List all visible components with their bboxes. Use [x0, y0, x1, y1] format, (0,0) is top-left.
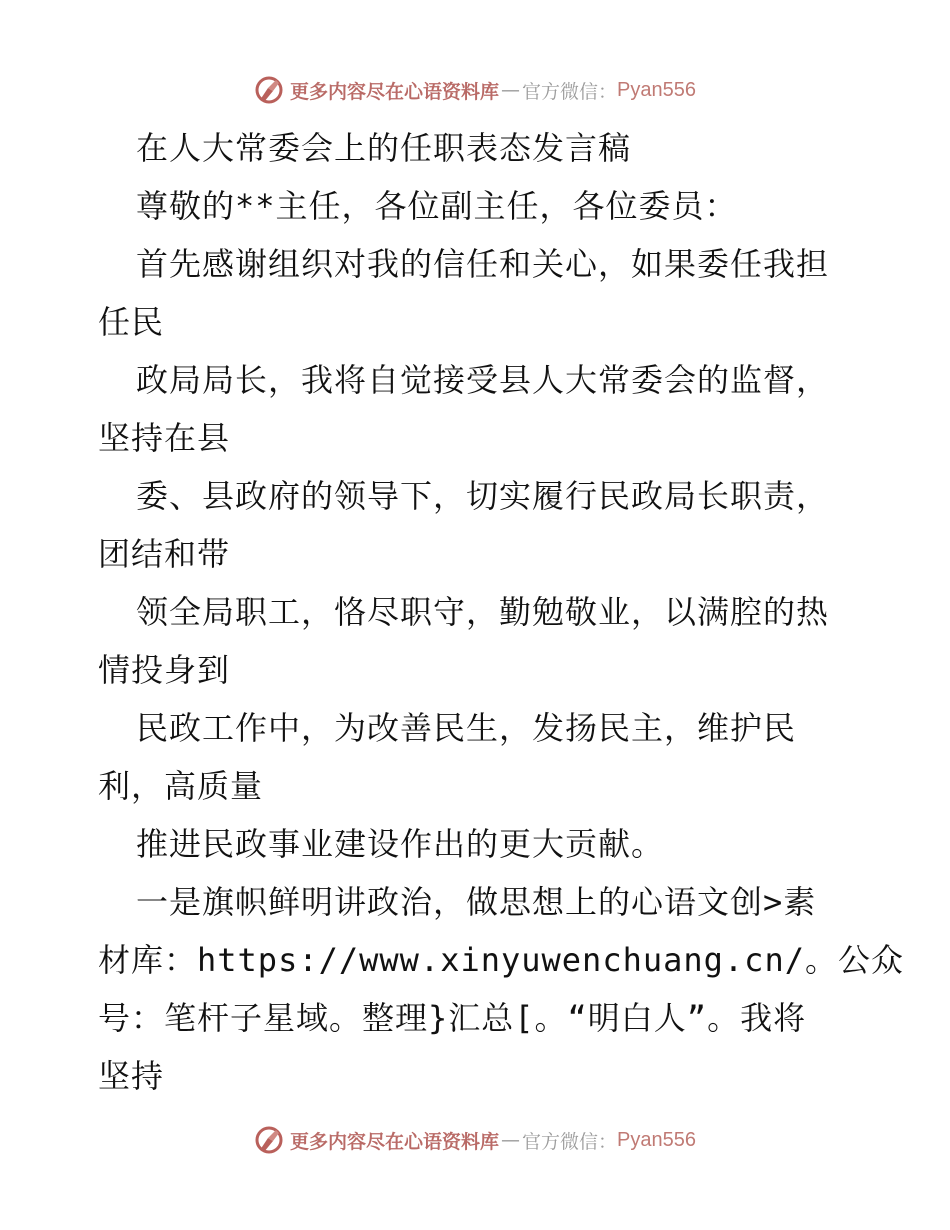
- document-line: 民政工作中，为改善民生，发扬民主，维护民: [136, 709, 797, 747]
- document-line: 尊敬的**主任，各位副主任，各位委员：: [136, 187, 738, 225]
- banner-wechat-label: 官方微信：: [522, 1130, 618, 1153]
- document-line: 利，高质量: [98, 767, 264, 805]
- banner-text: 更多内容尽在心语资料库: [290, 1130, 500, 1153]
- document-line: 领全局职工，恪尽职守，勤勉敬业，以满腔的热: [136, 593, 830, 631]
- document-line: 首先感谢组织对我的信任和关心，如果委任我担: [136, 245, 830, 283]
- banner-wechat-id: Pyan556: [617, 1128, 696, 1151]
- document-line: 一是旗帜鲜明讲政治，做思想上的心语文创>素: [136, 883, 817, 921]
- banner-wechat-label: 官方微信：: [522, 80, 618, 103]
- banner-wechat-id: Pyan556: [617, 78, 696, 101]
- document-line: 材库：https://www.xinyuwenchuang.cn/。公众: [98, 941, 904, 979]
- pen-logo-icon: [254, 1125, 284, 1155]
- document-body: [98, 119, 904, 1105]
- document-line: 推进民政事业建设作出的更大贡献。: [136, 825, 665, 863]
- header-watermark-banner: [0, 70, 950, 110]
- banner-text: 更多内容尽在心语资料库: [290, 80, 500, 103]
- document-line: 情投身到: [98, 651, 231, 689]
- document-line: 坚持在县: [98, 419, 231, 457]
- document-line: 在人大常委会上的任职表态发言稿: [136, 129, 632, 167]
- document-line: 政局局长，我将自觉接受县人大常委会的监督，: [136, 361, 830, 399]
- banner-dash: —: [501, 1129, 521, 1151]
- document-line: 坚持: [98, 1057, 165, 1095]
- footer-watermark-banner: [0, 1120, 950, 1160]
- document-line: 号：笔杆子星域。整理}汇总[。“明白人”。我将: [98, 999, 807, 1037]
- document-line: 委、县政府的领导下，切实履行民政局长职责，: [136, 477, 830, 515]
- banner-dash: —: [501, 79, 521, 101]
- document-line: 任民: [98, 303, 165, 341]
- pen-logo-icon: [254, 75, 284, 105]
- document-line: 团结和带: [98, 535, 231, 573]
